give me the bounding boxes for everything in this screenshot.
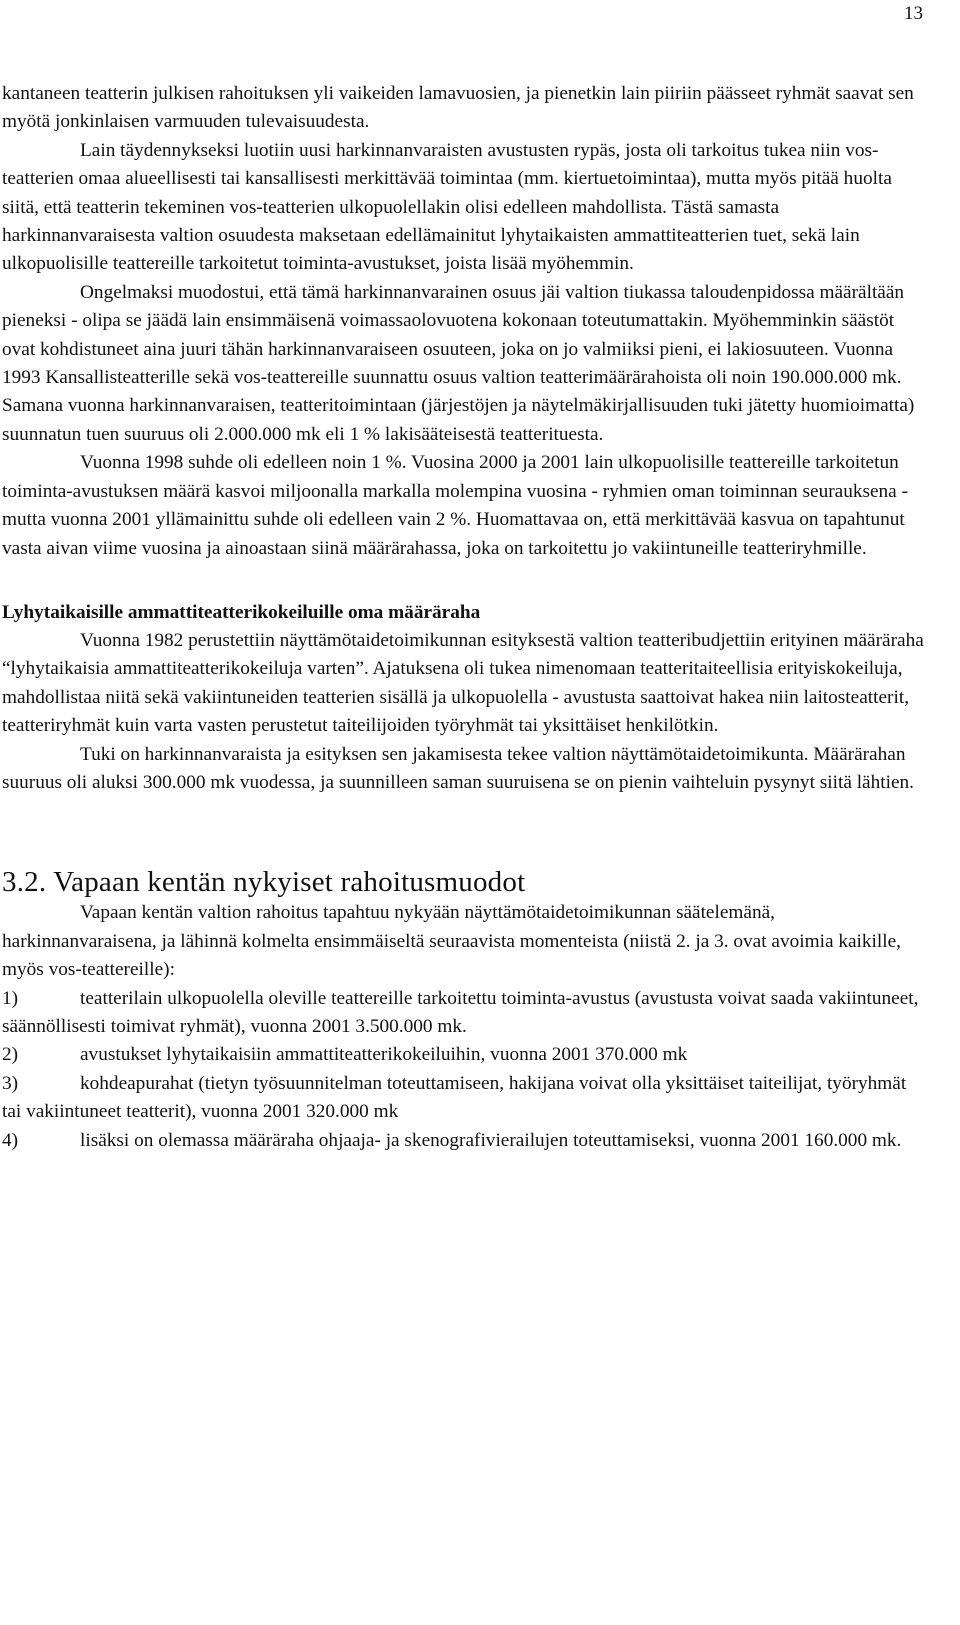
paragraph-funding-intro: Vapaan kentän valtion rahoitus tapahtuu nykyään näyttämötaidetoimikunnan säätelemänä, harkinnanvaraisena, ja lähinnä kolmelta ensimmäiseltä seuraavista momenteista (niistä 2. ja 3. ovat avoimia kaikille, myös vos-teattereille): bbox=[2, 902, 901, 981]
list-item-text: kohdeapurahat (tietyn työsuunnitelman toteuttamiseen, hakijana voivat olla yksittäiset taiteilijat, työryhmät tai vakiintuneet teatterit), vuonna 2001 320.000 mk bbox=[2, 1072, 907, 1123]
page-number: 13 bbox=[904, 3, 923, 24]
paragraph-problem: Ongelmaksi muodostui, että tämä harkinnanvarainen osuus jäi valtion tiukassa taloudenpidossa määrältään pieneksi - olipa se jäädä lain ensimmäisenä voimassaolovuotena kokonaan toteutumattakin. Myöhemminkin säästöt ovat kohdistuneet aina juuri tähän harkinnanvaraiseen osuuteen, joka on jo valmiiksi pieni, ei lakiosuuteen. Vuonna 1993 Kansallisteatterille sekä vos-teattereille suunnattu osuus valtion teatterimäärärahoista oli noin 190.000.000 mk. Samana vuonna harkinnanvaraisen, teatteritoimintaan (järjestöjen ja näytelmäkirjallisuuden tuki jätetty huomioimatta) suunnatun tuen suuruus oli 2.000.000 mk eli 1 % lakisääteisestä teatterituesta. bbox=[2, 281, 915, 445]
list-item-text: teatterilain ulkopuolella oleville teattereille tarkoitettu toiminta-avustus (avustusta voivat saada vakiintuneet, säännöllisesti toimivat ryhmät), vuonna 2001 3.500.000 mk. bbox=[2, 987, 919, 1037]
list-item bbox=[2, 1041, 930, 1069]
list-item-number: 2) bbox=[2, 1044, 19, 1066]
section-heading-short-term: Lyhytaikaisille ammattiteatterikokeiluille oma määräraha bbox=[2, 601, 481, 623]
list-item bbox=[2, 1070, 930, 1127]
list-item bbox=[2, 985, 930, 1042]
paragraph-1982-appropriation: Vuonna 1982 perustettiin näyttämötaidetoimikunnan esityksestä valtion teatteribudjettiin erityinen määräraha “lyhytaikaisia ammattiteatterikokeiluja varten”. Ajatuksena oli tukea nimenomaan teatteritaiteellisia erityiskokeiluja, mahdollistaa niitä sekä vakiintuneiden teatterien sisällä ja ulkopuolella - avustusta saattoivat hakea niin laitosteatterit, teatteriryhmät kuin varta vasten perustetut taiteilijoiden työryhmät tai yksittäiset henkilötkin. bbox=[2, 629, 924, 737]
paragraph-discretionary-support: Tuki on harkinnanvaraista ja esityksen sen jakamisesta tekee valtion näyttämötaidetoimikunta. Määrärahan suuruus oli aluksi 300.000 mk vuodessa, ja suunnilleen saman suuruisena se on pienin vaihteluin pysynyt siitä lähtien. bbox=[2, 743, 914, 793]
list-item bbox=[2, 1127, 930, 1155]
list-item-number: 4) bbox=[2, 1129, 19, 1151]
list-item-number: 3) bbox=[2, 1072, 19, 1094]
section-heading-3-2: 3.2. Vapaan kentän nykyiset rahoitusmuodot bbox=[2, 866, 526, 899]
paragraph-continuation: kantaneen teatterin julkisen rahoituksen yli vaikeiden lamavuosien, ja pienetkin lain piiriin päässeet ryhmät saavat sen myötä jonkinlaisen varmuuden tulevaisuudesta. bbox=[2, 83, 914, 133]
document-body bbox=[2, 80, 930, 1155]
list-item-text: avustukset lyhytaikaisiin ammattiteatterikokeiluihin, vuonna 2001 370.000 mk bbox=[80, 1044, 688, 1066]
list-item-number: 1) bbox=[2, 987, 19, 1009]
paragraph-grant-cluster: Lain täydennykseksi luotiin uusi harkinnanvaraisten avustusten rypäs, josta oli tarkoitus tukea niin vos-teatterien omaa alueellisesti tai kansallisesti merkittävää toimintaa (mm. kiertuetoimintaa), mutta myös pitää huolta siitä, että teatterin tekeminen vos-teatterien ulkopuolellakin olisi edelleen mahdollista. Tästä samasta harkinnanvaraisesta valtion osuudesta maksetaan edellämainitut lyhytaikaisten ammattiteatterien tuet, sekä lain ulkopuolisille teattereille tarkoitetut toiminta-avustukset, joista lisää myöhemmin. bbox=[2, 139, 892, 275]
list-item-text: lisäksi on olemassa määräraha ohjaaja- ja skenografivierailujen toteuttamiseksi, vuonna 2001 160.000 mk. bbox=[80, 1129, 902, 1151]
paragraph-1998-ratio: Vuonna 1998 suhde oli edelleen noin 1 %. Vuosina 2000 ja 2001 lain ulkopuolisille teattereille tarkoitetun toiminta-avustuksen määrä kasvoi miljoonalla markalla molempina vuosina - ryhmien oman toiminnan seurauksena - mutta vuonna 2001 yllämainittu suhde oli edelleen vain 2 %. Huomattavaa on, että merkittävää kasvua on tapahtunut vasta aivan viime vuosina ja ainoastaan siinä määrärahassa, joka on tarkoitettu jo vakiintuneille teatteriryhmille. bbox=[2, 452, 908, 559]
